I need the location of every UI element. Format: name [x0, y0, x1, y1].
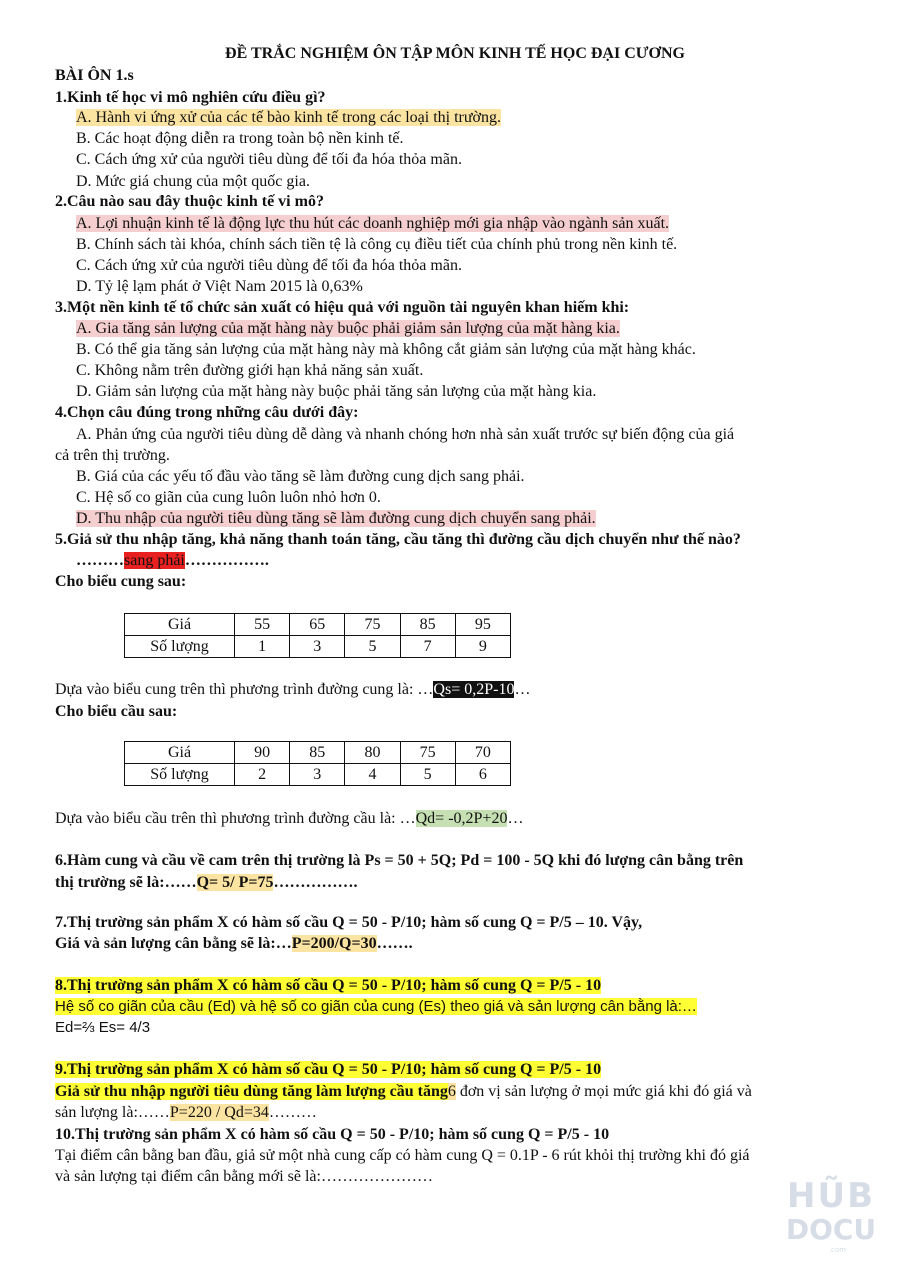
question-5: 5.Giả sử thu nhập tăng, khả năng thanh toán tăng, cầu tăng thì đường cầu dịch chuyển như thế nào?: [55, 531, 741, 548]
supply-prompt: Dựa vào biểu cung trên thì phương trình đường cung là: …: [55, 681, 434, 698]
q1-option-a: [76, 108, 501, 128]
q5-dots: ………: [76, 552, 124, 569]
q7-suffix: …….: [376, 935, 413, 952]
q1-option-b: B. Các hoạt động diễn ra trong toàn bộ nền kinh tế.: [76, 130, 404, 147]
q6-prefix: thị trường sẽ là:……: [55, 874, 197, 891]
question-10-line-2: Tại điểm cân bằng ban đầu, giả sử một nhà cung cấp có hàm cung Q = 0.1P - 6 rút khỏi thị trường khi đó giá: [55, 1147, 750, 1164]
q2-answer-highlight: A. Lợi nhuận kinh tế là động lực thu hút các doanh nghiệp mới gia nhập vào ngành sản xuất.: [76, 215, 670, 232]
question-9: [55, 1060, 601, 1080]
table-cell: 85: [290, 742, 345, 764]
demand-table: [124, 741, 511, 786]
table-cell: 7: [400, 636, 455, 658]
supply-heading: Cho biểu cung sau:: [55, 573, 187, 590]
q7-answer: P=200/Q=30: [291, 935, 377, 952]
document-title: ĐỀ TRẮC NGHIỆM ÔN TẬP MÔN KINH TẾ HỌC ĐẠI CƯƠNG: [225, 45, 685, 62]
q9-prefix: sản lượng là:……: [55, 1104, 170, 1121]
table-cell: Giá: [125, 614, 235, 636]
question-1: 1.Kinh tế học vi mô nghiên cứu điều gì?: [55, 89, 326, 106]
table-cell: 2: [235, 764, 290, 786]
table-cell: Giá: [125, 742, 235, 764]
question-6: 6.Hàm cung và cầu về cam trên thị trường là Ps = 50 + 5Q; Pd = 100 - 5Q khi đó lượng cân bằng trên: [55, 852, 744, 869]
q8-line2-highlight: Hệ số co giãn của cầu (Ed) và hệ số co giãn của cung (Es) theo giá và sản lượng cân bằng là:…: [55, 998, 697, 1015]
demand-heading: Cho biểu cầu sau:: [55, 703, 178, 720]
table-row: [125, 742, 511, 764]
q3-answer-highlight: A. Gia tăng sản lượng của mặt hàng này buộc phải giảm sản lượng của mặt hàng kia.: [76, 320, 620, 337]
supply-tail: …: [514, 681, 531, 698]
q4-answer-highlight: D. Thu nhập của người tiêu dùng tăng sẽ làm đường cung dịch chuyển sang phải.: [76, 510, 596, 527]
table-cell: 1: [235, 636, 290, 658]
supply-equation-line: [55, 680, 530, 700]
q2-option-b: B. Chính sách tài khóa, chính sách tiền tệ là công cụ điều tiết của chính phủ trong nền kinh tế.: [76, 236, 678, 253]
table-cell: 65: [290, 614, 345, 636]
q9-highlight: 9.Thị trường sản phẩm X có hàm số cầu Q = 50 - P/10; hàm số cung Q = P/5 - 10: [55, 1061, 602, 1078]
q4-option-b: B. Giá của các yếu tố đầu vào tăng sẽ làm đường cung dịch sang phải.: [76, 468, 525, 485]
table-cell: 95: [455, 614, 510, 636]
q2-option-c: C. Cách ứng xử của người tiêu dùng để tối đa hóa thỏa mãn.: [76, 257, 462, 274]
watermark-suffix: .com: [828, 1246, 846, 1254]
supply-answer: Qs= 0,2P-10: [433, 681, 515, 698]
demand-equation-line: [55, 809, 523, 829]
question-9-answer-line: [55, 1103, 317, 1123]
question-4: 4.Chọn câu đúng trong những câu dưới đây:: [55, 404, 359, 421]
table-cell: 3: [290, 636, 345, 658]
demand-answer: Qd= -0,2P+20: [415, 810, 508, 827]
question-7: 7.Thị trường sản phẩm X có hàm số cầu Q = 50 - P/10; hàm số cung Q = P/5 – 10. Vậy,: [55, 914, 643, 931]
table-cell: 85: [400, 614, 455, 636]
table-cell: 6: [455, 764, 510, 786]
q8-highlight: 8.Thị trường sản phẩm X có hàm số cầu Q = 50 - P/10; hàm số cung Q = P/5 - 10: [55, 977, 602, 994]
table-cell: 75: [400, 742, 455, 764]
table-cell: Số lượng: [125, 764, 235, 786]
watermark-bottom-text: DOCU: [785, 1213, 877, 1246]
question-6-answer-line: [55, 873, 357, 893]
q1-option-d: D. Mức giá chung của một quốc gia.: [76, 173, 310, 190]
question-2: 2.Câu nào sau đây thuộc kinh tế vi mô?: [55, 193, 324, 210]
demand-tail: …: [507, 810, 524, 827]
table-cell: 55: [235, 614, 290, 636]
q3-option-d: D. Giảm sản lượng của mặt hàng này buộc phải tăng sản lượng của mặt hàng kia.: [76, 383, 597, 400]
question-8: [55, 976, 601, 996]
question-3: 3.Một nền kinh tế tổ chức sản xuất có hiệu quả với nguồn tài nguyên khan hiếm khi:: [55, 299, 630, 316]
table-row: [125, 636, 511, 658]
q4-option-a-continued: cả trên thị trường.: [55, 447, 170, 464]
q9-number: 6: [447, 1083, 456, 1100]
q5-answer-line: [76, 551, 269, 571]
q9-line2-rest: đơn vị sản lượng ở mọi mức giá khi đó giá và: [455, 1083, 752, 1100]
q3-option-b: B. Có thể gia tăng sản lượng của mặt hàng này mà không cắt giảm sản lượng của mặt hàng khác.: [76, 341, 696, 358]
q4-option-a: A. Phản ứng của người tiêu dùng dễ dàng và nhanh chóng hơn nhà sản xuất trước sự biến động của giá: [76, 426, 735, 443]
q7-prefix: Giá và sản lượng cân bằng sẽ là:…: [55, 935, 292, 952]
q2-option-a: [76, 214, 669, 234]
question-8-line-2: [55, 997, 697, 1017]
question-7-answer-line: [55, 934, 413, 954]
table-cell: 90: [235, 742, 290, 764]
question-9-line-2: [55, 1082, 752, 1102]
table-cell: 3: [290, 764, 345, 786]
q9-suffix: ………: [268, 1104, 317, 1121]
table-cell: 9: [455, 636, 510, 658]
table-cell: Số lượng: [125, 636, 235, 658]
q1-answer-highlight: A. Hành vi ứng xử của các tế bào kinh tế trong các loại thị trường.: [76, 109, 502, 126]
table-cell: 70: [455, 742, 510, 764]
q9-line2-highlight: Giả sử thu nhập người tiêu dùng tăng làm lượng cầu tăng: [55, 1083, 448, 1100]
q4-option-d: [76, 509, 596, 529]
question-10-line-3: và sản lượng tại điểm cân bằng mới sẽ là:…………………: [55, 1168, 433, 1185]
table-cell: 4: [345, 764, 400, 786]
q2-option-d: D. Tỷ lệ lạm phát ở Việt Nam 2015 là 0,63%: [76, 278, 363, 295]
q9-answer: P=220 / Qd=34: [169, 1104, 269, 1121]
q5-answer: sang phải: [124, 552, 185, 569]
q6-answer: Q= 5/ P=75: [196, 874, 274, 891]
table-cell: 5: [400, 764, 455, 786]
table-row: [125, 764, 511, 786]
section-heading: BÀI ÔN 1.s: [55, 67, 134, 84]
q4-option-c: C. Hệ số co giãn của cung luôn luôn nhỏ hơn 0.: [76, 489, 381, 506]
hubdocu-watermark-logo: [776, 1178, 886, 1256]
q1-option-c: C. Cách ứng xử của người tiêu dùng để tối đa hóa thỏa mãn.: [76, 151, 462, 168]
table-cell: 5: [345, 636, 400, 658]
q8-answer: Ed=⅔ Es= 4/3: [55, 1019, 151, 1036]
table-row: [125, 614, 511, 636]
q5-dots-after: …………….: [184, 552, 269, 569]
demand-prompt: Dựa vào biểu cầu trên thì phương trình đường cầu là: …: [55, 810, 416, 827]
supply-table: [124, 613, 511, 658]
watermark-top-text: HŨB: [787, 1176, 875, 1216]
question-10: 10.Thị trường sản phẩm X có hàm số cầu Q = 50 - P/10; hàm số cung Q = P/5 - 10: [55, 1126, 610, 1143]
table-cell: 80: [345, 742, 400, 764]
q6-suffix: …………….: [273, 874, 358, 891]
q3-option-c: C. Không nằm trên đường giới hạn khả năng sản xuất.: [76, 362, 424, 379]
q3-option-a: [76, 319, 620, 339]
table-cell: 75: [345, 614, 400, 636]
